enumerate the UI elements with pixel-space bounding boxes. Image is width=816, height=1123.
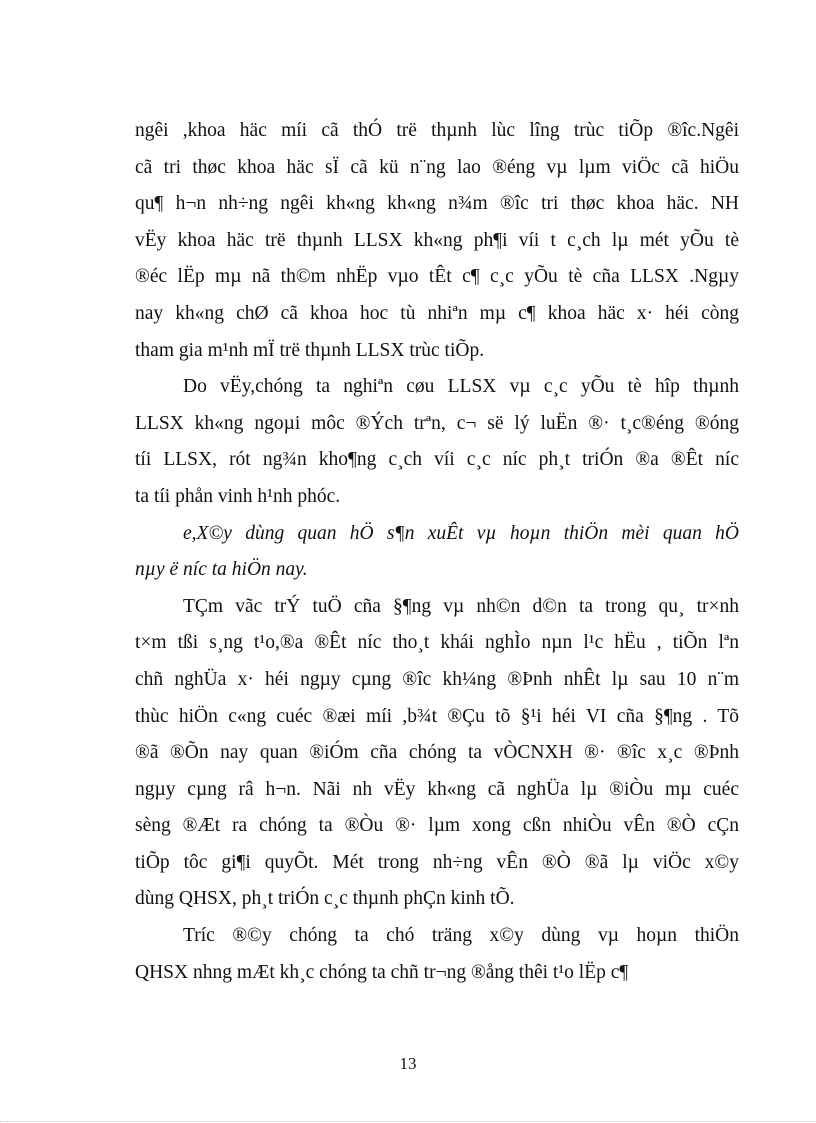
text-line: cã tri thøc khoa häc sÏ cã kü n¨ng lao ®éng vµ lµm viÖc cã hiÖu xyxy=(135,156,739,178)
paragraph xyxy=(135,113,739,369)
text-line: ngµy cµng râ h¬n. Nãi nh vËy kh«ng cã nghÜa lµ ®iÒu mµ cuéc xyxy=(135,778,739,800)
page-bottom-divider xyxy=(0,1121,816,1122)
text-line: sèng ®Æt ra chóng ta ®Òu ®· lµm xong cßn nhiÒu vÊn ®Ò cÇn xyxy=(135,815,739,837)
text-line: nµy ë níc ta hiÖn nay. xyxy=(135,559,308,581)
text-line: vËy khoa häc trë thµnh LLSX kh«ng ph¶i víi t c¸ch lµ mét yÕu tè xyxy=(135,229,739,251)
text-line: Do vËy,chóng ta nghiªn cøu LLSX vµ c¸c yÕu tè hîp thµnh xyxy=(183,376,739,398)
text-line: QHSX nhng mÆt kh¸c chóng ta chñ tr¬ng ®ång thêi t¹o lËp c¶ xyxy=(135,961,629,983)
text-line: ®éc lËp mµ nã th©m nhËp vµo tÊt c¶ c¸c yÕu tè cña LLSX .Ngµy xyxy=(135,266,739,288)
text-line: qu¶ h¬n nh÷ng ngêi kh«ng kh«ng n¾m ®îc tri thøc khoa häc. NH xyxy=(135,193,739,215)
text-line: Tríc ®©y chóng ta chó träng x©y dùng vµ hoµn thiÖn xyxy=(183,925,739,947)
text-line: tiÕp tôc gi¶i quyÕt. Mét trong nh÷ng vÊn ®Ò ®ã lµ viÖc x©y xyxy=(135,851,739,873)
paragraph xyxy=(135,369,739,515)
text-line: tíi LLSX, rót ng¾n kho¶ng c¸ch víi c¸c níc ph¸t triÓn ®a ®Êt níc xyxy=(135,449,739,471)
text-line: thùc hiÖn c«ng cuéc ®æi míi ,b¾t ®Çu tõ §¹i héi VI cña §¶ng . Tõ xyxy=(135,705,739,727)
text-line: dùng QHSX, ph¸t triÓn c¸c thµnh phÇn kinh tÕ. xyxy=(135,888,515,910)
text-line: chñ nghÜa x· héi ngµy cµng ®îc kh¼ng ®Þnh nhÊt lµ sau 10 n¨m xyxy=(135,668,739,690)
text-line: nay kh«ng chØ cã khoa hoc tù nhiªn mµ c¶ khoa häc x· héi còng xyxy=(135,302,739,324)
text-line: t×m tßi s¸ng t¹o,®a ®Êt níc tho¸t khái nghÌo nµn l¹c hËu , tiÕn lªn xyxy=(135,632,739,654)
text-line: LLSX kh«ng ngoµi môc ®Ých trªn, c¬ së lý luËn ®· t¸c®éng ®óng xyxy=(135,412,739,434)
page-number: 13 xyxy=(399,1054,417,1073)
text-line: TÇm vãc trÝ tuÖ cña §¶ng vµ nh©n d©n ta trong qu¸ tr×nh xyxy=(183,595,739,617)
text-line: ®ã ®Õn nay quan ®iÓm cña chóng ta vÒCNXH ®· ®îc x¸c ®Þnh xyxy=(135,742,739,764)
paragraph xyxy=(135,918,739,991)
body-text xyxy=(135,113,739,991)
paragraph xyxy=(135,589,739,918)
text-line: tham gia m¹nh mÏ trë thµnh LLSX trùc tiÕp. xyxy=(135,339,485,361)
paragraph xyxy=(135,516,739,589)
text-line: ngêi ,khoa häc míi cã thÓ trë thµnh lùc lîng trùc tiÕp ®îc.Ngêi xyxy=(135,120,739,141)
text-line: e,X©y dùng quan hÖ s¶n xuÊt vµ hoµn thiÖn mèi quan hÖ xyxy=(183,522,739,544)
text-line: ta tíi phån vinh h¹nh phóc. xyxy=(135,485,341,507)
